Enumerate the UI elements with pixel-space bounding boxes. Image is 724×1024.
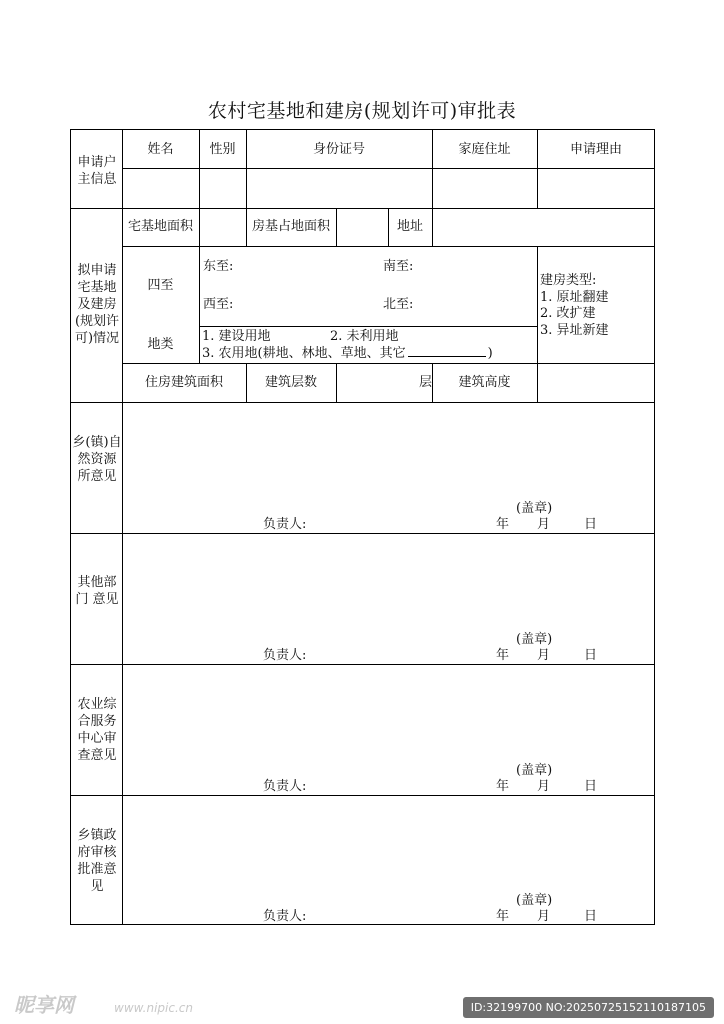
opinion-section-label: 农业综合服务中心审查意见 <box>77 697 117 763</box>
day-label: 日 <box>584 909 598 924</box>
responsible-person-label: 负责人: <box>263 779 307 794</box>
build-type-title: 建房类型: <box>540 273 597 288</box>
watermark-url: www.nipic.cn <box>114 1001 193 1015</box>
west-boundary-label: 西至: <box>203 297 234 312</box>
header-reason: 申请理由 <box>569 142 622 157</box>
divider <box>432 129 433 208</box>
divider <box>122 129 123 925</box>
divider <box>70 402 655 403</box>
page-title: 农村宅基地和建房(规划许可)审批表 <box>207 100 517 122</box>
watermark-bar <box>0 988 724 1024</box>
day-label: 日 <box>584 779 598 794</box>
divider <box>70 208 655 209</box>
divider <box>246 129 247 208</box>
header-id-number: 身份证号 <box>312 142 365 157</box>
north-boundary-label: 北至: <box>383 297 414 312</box>
build-type-option: 2. 改扩建 <box>540 306 596 321</box>
divider <box>70 664 655 665</box>
build-type-option: 1. 原址翻建 <box>540 290 609 305</box>
watermark-logo: 昵享网 <box>14 993 74 1017</box>
month-label: 月 <box>537 517 551 532</box>
height-label: 建筑高度 <box>458 375 511 390</box>
opinion-section-label: 其他部门 意见 <box>75 575 119 607</box>
other-blank-line <box>408 345 486 357</box>
year-label: 年 <box>496 909 510 924</box>
header-gender: 性别 <box>209 142 236 157</box>
land-type-option-farmland <box>202 345 493 362</box>
year-label: 年 <box>496 648 510 663</box>
divider <box>122 168 655 169</box>
header-name: 姓名 <box>147 142 174 157</box>
floor-area-label: 住房建筑面积 <box>144 375 223 390</box>
divider <box>122 246 655 247</box>
address-label: 地址 <box>396 219 423 234</box>
header-address: 家庭住址 <box>458 142 511 157</box>
land-type-option-text: 3. 农用地(耕地、林地、草地、其它 <box>202 346 406 361</box>
divider <box>122 363 655 364</box>
responsible-person-label: 负责人: <box>263 909 307 924</box>
land-type-option: 2. 未利用地 <box>330 329 399 344</box>
divider <box>336 208 337 246</box>
divider <box>537 129 538 208</box>
divider <box>199 208 200 363</box>
watermark-id-badge: ID:32199700 NO:20250725152110187105 <box>463 997 714 1018</box>
divider <box>199 326 537 327</box>
month-label: 月 <box>537 648 551 663</box>
footprint-area-label: 房基占地面积 <box>251 219 330 234</box>
south-boundary-label: 南至: <box>383 259 414 274</box>
year-label: 年 <box>496 517 510 532</box>
homestead-area-label: 宅基地面积 <box>127 219 193 234</box>
divider <box>70 795 655 796</box>
divider <box>432 208 433 246</box>
seal-label: (盖章) <box>516 893 553 908</box>
land-type-option-close: ) <box>487 346 493 361</box>
month-label: 月 <box>537 779 551 794</box>
responsible-person-label: 负责人: <box>263 648 307 663</box>
land-type-option: 1. 建设用地 <box>202 329 271 344</box>
day-label: 日 <box>584 517 598 532</box>
floors-label: 建筑层数 <box>264 375 317 390</box>
opinion-section-label: 乡镇政府审核批准意见 <box>77 828 117 894</box>
boundaries-label: 四至 <box>147 278 174 293</box>
land-type-label: 地类 <box>147 337 174 352</box>
form-table <box>70 129 655 925</box>
responsible-person-label: 负责人: <box>263 517 307 532</box>
month-label: 月 <box>537 909 551 924</box>
divider <box>70 533 655 534</box>
east-boundary-label: 东至: <box>203 259 234 274</box>
proposed-section-label: 拟申请宅基地及建房(规划许可)情况 <box>74 263 120 346</box>
seal-label: (盖章) <box>516 501 553 516</box>
applicant-section-label: 申请户主信息 <box>77 155 117 187</box>
divider <box>537 363 538 402</box>
year-label: 年 <box>496 779 510 794</box>
floor-unit-label: 层 <box>419 375 433 390</box>
divider <box>336 363 337 402</box>
divider <box>199 129 200 208</box>
build-type-option: 3. 异址新建 <box>540 323 609 338</box>
divider <box>537 246 538 363</box>
seal-label: (盖章) <box>516 632 553 647</box>
seal-label: (盖章) <box>516 763 553 778</box>
day-label: 日 <box>584 648 598 663</box>
opinion-section-label: 乡(镇)自然资源所意见 <box>72 435 122 484</box>
